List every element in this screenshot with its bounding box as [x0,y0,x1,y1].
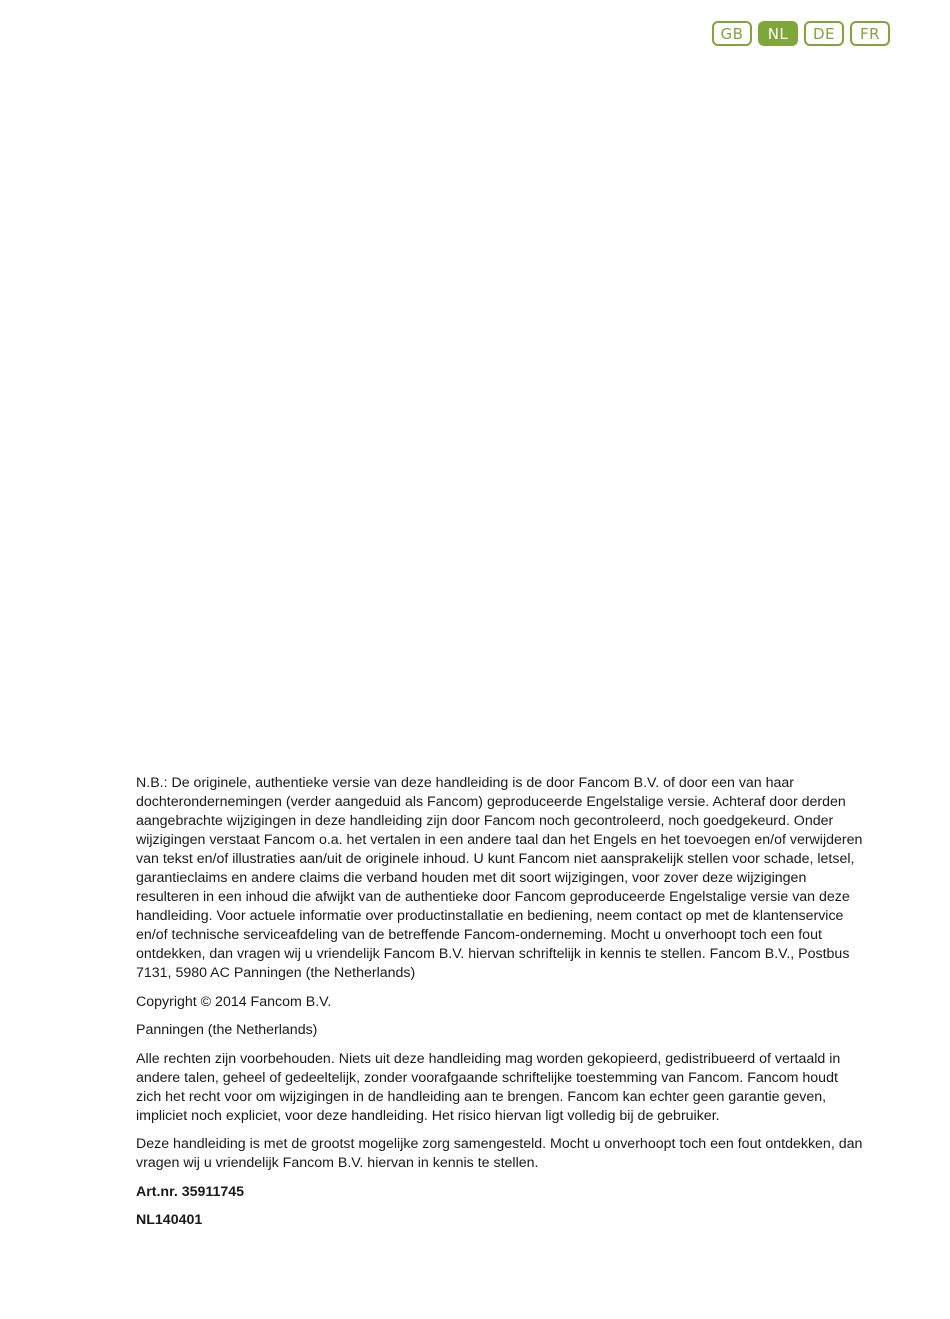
rights-paragraph: Alle rechten zijn voorbehouden. Niets uit deze handleiding mag worden gekopieerd, gedistribueerd of vertaald in andere talen, geheel of gedeeltelijk, zonder voorafgaande schriftelijke toestemming van Fancom. Fancom houdt zich het recht voor om wijzigingen in de handleiding aan te brengen. Fancom kan echter geen garantie geven, impliciet noch expliciet, voor deze handleiding. Het risico hiervan ligt volledig bij de gebruiker. [136,1050,841,1124]
disclaimer-section [136,774,866,1240]
version-code: NL140401 [136,1212,203,1228]
lang-tab-de[interactable]: DE [804,21,844,46]
nb-paragraph: N.B.: De originele, authentieke versie van deze handleiding is de door Fancom B.V. of door een van haar dochterondernemingen (verder aangeduid als Fancom) geproduceerde Engelstalige versie. Achteraf door derden aangebrachte wijzigingen in deze handleiding zijn door Fancom noch gecontroleerd, noch goedgekeurd. Onder wijzigingen verstaat Fancom o.a. het vertalen in een andere taal dan het Engels en het toevoegen en/of verwijderen van tekst en/of illustraties aan/uit de originele inhoud. U kunt Fancom niet aansprakelijk stellen voor schade, letsel, garantieclaims en andere claims die verband houden met dit soort wijzigingen, voor zover deze wijzigingen resulteren in een inhoud die afwijkt van de authentieke door Fancom geproduceerde Engelstalige versie van deze handleiding. Voor actuele informatie over productinstallatie en bediening, neem contact op met de klantenservice en/of technische serviceafdeling van de betreffende Fancom-onderneming. Mocht u onverhoopt toch een fout ontdekken, dan vragen wij u vriendelijk Fancom B.V. hiervan schriftelijk in kennis te stellen. Fancom B.V., Postbus 7131, 5980 AC Panningen (the Netherlands) [136,775,863,981]
lang-tab-nl[interactable]: NL [758,21,798,46]
copyright-line: Copyright © 2014 Fancom B.V. [136,993,332,1010]
lang-tab-gb[interactable]: GB [712,21,752,46]
language-tabs [712,21,890,46]
care-paragraph: Deze handleiding is met de grootst mogelijke zorg samengesteld. Mocht u onverhoopt toch een fout ontdekken, dan vragen wij u vriendelijk Fancom B.V. hiervan in kennis te stellen. [136,1136,863,1171]
lang-tab-fr[interactable]: FR [850,21,890,46]
location-line: Panningen (the Netherlands) [136,1022,318,1038]
article-number: Art.nr. 35911745 [136,1183,245,1200]
